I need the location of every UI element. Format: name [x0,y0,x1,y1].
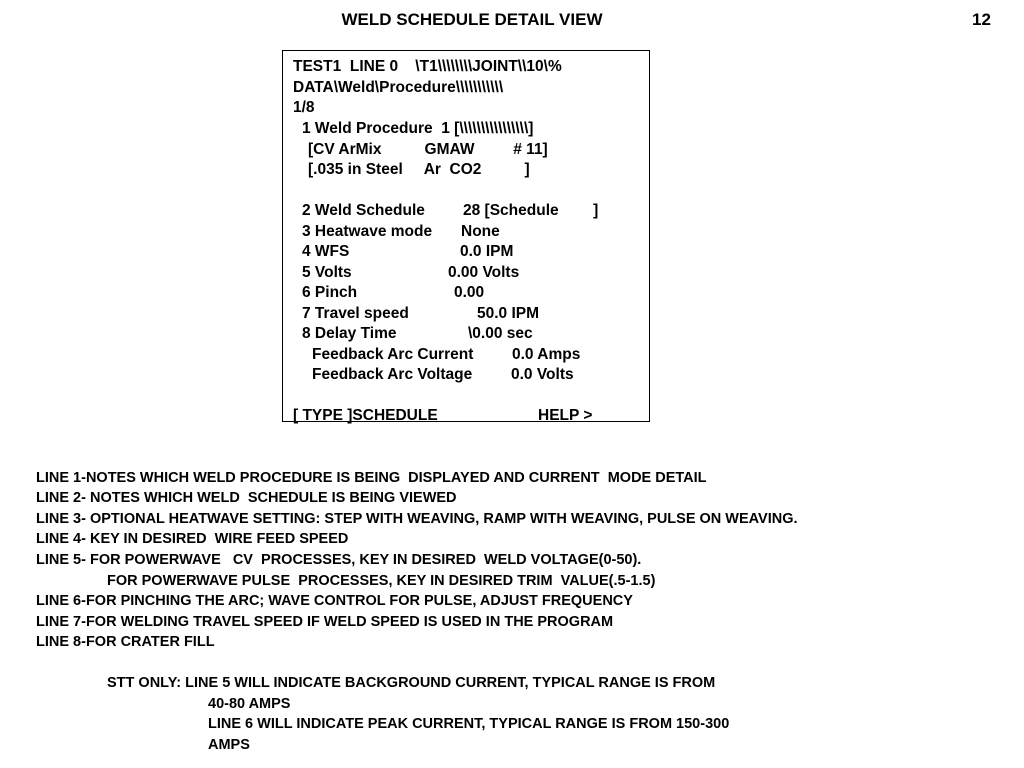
note-line-5: LINE 5- FOR POWERWAVE CV PROCESSES, KEY IN DESIRED WELD VOLTAGE(0-50). [36,552,642,568]
stt-note-1: STT ONLY: LINE 5 WILL INDICATE BACKGROUND CURRENT, TYPICAL RANGE IS FROM [107,675,716,691]
delay-time-item-value: \0.00 sec [468,325,533,342]
note-line-2: LINE 2- NOTES WHICH WELD SCHEDULE IS BEING VIEWED [36,490,457,506]
note-line-6: LINE 6-FOR PINCHING THE ARC; WAVE CONTROL FOR PULSE, ADJUST FREQUENCY [36,593,633,609]
help-softkey: HELP > [538,407,593,424]
pendant-screen [282,50,650,422]
volts-item-value: 0.00 Volts [448,264,520,281]
schedule-item-label: 2 Weld Schedule [302,202,425,219]
page-title: WELD SCHEDULE DETAIL VIEW [341,10,603,29]
wfs-item-label: 4 WFS [302,243,350,260]
type-schedule-softkey: [ TYPE ]SCHEDULE [293,407,438,424]
screen-header-line1: TEST1 LINE 0 \T1\\\\\\\\JOINT\\10\% [293,58,562,75]
wfs-item-value: 0.0 IPM [460,243,514,260]
note-line-3: LINE 3- OPTIONAL HEATWAVE SETTING: STEP WITH WEAVING, RAMP WITH WEAVING, PULSE ON WEAVING. [36,511,798,527]
delay-time-item-label: 8 Delay Time [302,325,397,342]
travel-speed-item-value: 50.0 IPM [477,305,540,322]
note-line-4: LINE 4- KEY IN DESIRED WIRE FEED SPEED [36,531,349,547]
note-line-1: LINE 1-NOTES WHICH WELD PROCEDURE IS BEING DISPLAYED AND CURRENT MODE DETAIL [36,470,707,486]
travel-speed-item-label: 7 Travel speed [302,305,409,322]
screen-header-line2: DATA\Weld\Procedure\\\\\\\\\\\ [293,79,504,96]
pinch-item-label: 6 Pinch [302,284,358,301]
stt-note-3: LINE 6 WILL INDICATE PEAK CURRENT, TYPICAL RANGE IS FROM 150-300 [208,716,730,732]
heatwave-item-value: None [461,223,500,240]
page-number: 12 [972,10,991,29]
stt-note-4: AMPS [208,737,250,753]
schedule-item-value: 28 [Schedule ] [463,202,599,219]
feedback-current-value: 0.0 Amps [512,346,581,363]
note-line-5-continued: FOR POWERWAVE PULSE PROCESSES, KEY IN DESIRED TRIM VALUE(.5-1.5) [107,573,656,589]
procedure-detail-2: [.035 in Steel Ar CO2 ] [308,161,530,178]
feedback-voltage-label: Feedback Arc Voltage [312,366,473,383]
feedback-voltage-value: 0.0 Volts [511,366,574,383]
weld-procedure-line: 1 Weld Procedure 1 [\\\\\\\\\\\\\\\\] [302,120,534,137]
procedure-detail-1: [CV ArMix GMAW # 11] [308,141,548,158]
note-line-7: LINE 7-FOR WELDING TRAVEL SPEED IF WELD SPEED IS USED IN THE PROGRAM [36,614,614,630]
stt-note-2: 40-80 AMPS [208,696,291,712]
note-line-8: LINE 8-FOR CRATER FILL [36,634,215,650]
volts-item-label: 5 Volts [302,264,352,281]
heatwave-item-label: 3 Heatwave mode [302,223,433,240]
pinch-item-value: 0.00 [454,284,485,301]
feedback-current-label: Feedback Arc Current [312,346,474,363]
screen-page-indicator: 1/8 [293,99,315,116]
